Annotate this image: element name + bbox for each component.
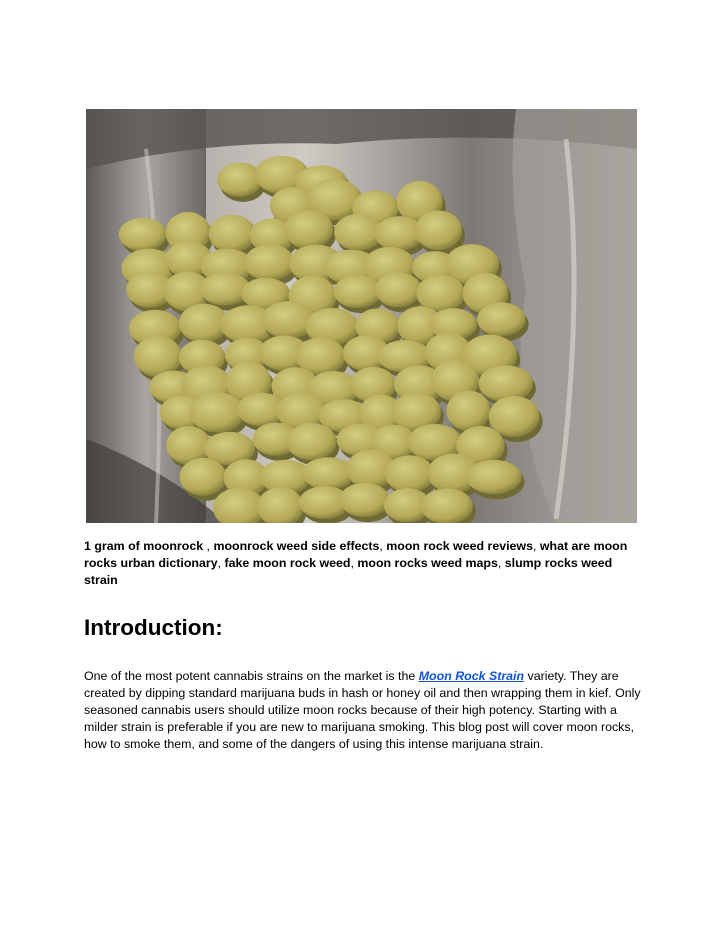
moon-rocks-photo (86, 109, 637, 523)
moon-rock (179, 458, 226, 496)
moon-rocks-illustration (86, 109, 637, 523)
moon-rock (334, 275, 382, 308)
keyword-separator: , (532, 539, 540, 553)
moon-rock (209, 215, 256, 253)
moon-rock (446, 390, 490, 430)
keywords-caption (84, 538, 644, 589)
moon-rock (415, 210, 462, 250)
keyword: moon rock weed reviews (386, 539, 533, 553)
moon-rock (189, 392, 245, 432)
moon-rock (375, 272, 421, 307)
moon-rock (479, 365, 533, 401)
keyword: moon rocks weed maps (357, 556, 498, 570)
keyword: 1 gram of moonrock (84, 539, 204, 553)
keyword-separator: , (350, 556, 358, 570)
paragraph-text-end: variety. They are created by dipping standard marijuana buds in hash or honey oil and then wrapping them in kief. Only seasoned cannabis users should utilize moon rocks because of their high potency. Starting with a milder strain is preferable if you are new to marijuana smoking. This blog post will cover moon rocks, how to smoke them, and some of the dangers of using this intense marijuana strain. (84, 669, 641, 751)
section-heading: Introduction: (84, 615, 223, 640)
moon-rock (477, 302, 526, 336)
keyword-separator: , (203, 539, 214, 553)
keyword-separator: , (217, 556, 225, 570)
moon-rock (119, 218, 167, 252)
intro-paragraph (84, 668, 644, 753)
moon-rock (385, 455, 434, 492)
moon-rock (339, 483, 389, 517)
keyword-separator: , (379, 539, 387, 553)
moon-rock (284, 210, 333, 249)
moon-rock-strain-link[interactable]: Moon Rock Strain (418, 669, 525, 683)
moon-rock (421, 488, 473, 523)
moon-rock (466, 460, 521, 494)
keyword-separator: , (497, 556, 505, 570)
keyword: moonrock weed side effects (213, 539, 380, 553)
keyword: what are moon rocks urban dictionary (84, 539, 628, 570)
keyword: slump rocks weed strain (84, 556, 613, 587)
keyword: fake moon rock weed (224, 556, 351, 570)
moon-rock (244, 244, 295, 280)
moon-rock (286, 423, 336, 460)
paragraph-text-start: One of the most potent cannabis strains on the market is the (84, 669, 419, 683)
moon-rock (302, 457, 355, 490)
